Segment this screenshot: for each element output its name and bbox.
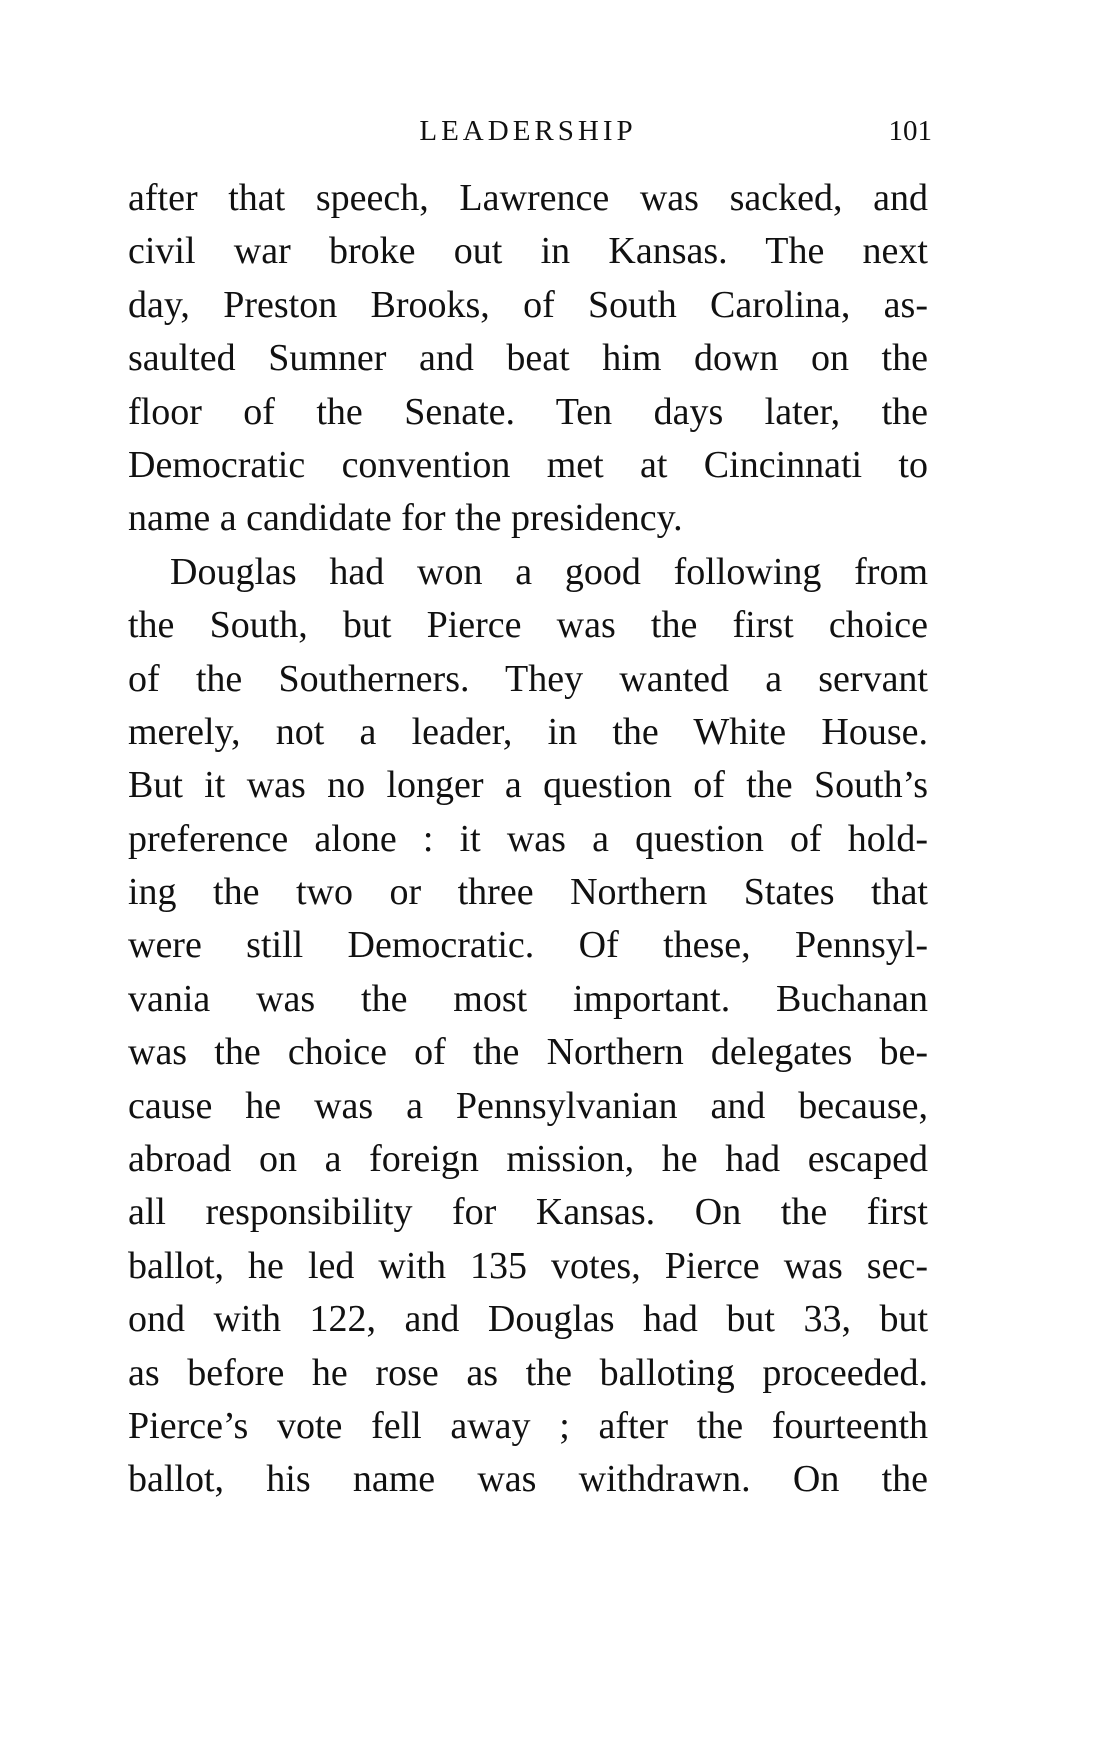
- text-line: after that speech, Lawrence was sacked, and: [128, 177, 928, 219]
- text-line: Democratic convention met at Cincinnati to: [128, 443, 928, 486]
- text-line: of the Southerners. They wanted a servant: [128, 657, 928, 700]
- text-line: name a candidate for the presidency.: [128, 497, 683, 540]
- running-head: [128, 106, 932, 156]
- text-line: saulted Sumner and beat him down on the: [128, 337, 928, 380]
- text-line: preference alone : it was a question of hold-: [128, 817, 928, 860]
- text-line: ing the two or three Northern States that: [128, 871, 928, 914]
- text-line: floor of the Senate. Ten days later, the: [128, 390, 928, 433]
- text-line: ballot, his name was withdrawn. On the: [128, 1458, 928, 1501]
- text-line: abroad on a foreign mission, he had escaped: [128, 1138, 928, 1181]
- text-line: the South, but Pierce was the first choice: [128, 604, 928, 647]
- text-line: merely, not a leader, in the White House.: [128, 710, 928, 753]
- text-line: day, Preston Brooks, of South Carolina, as-: [128, 283, 928, 326]
- text-line: civil war broke out in Kansas. The next: [128, 230, 928, 273]
- text-line: were still Democratic. Of these, Pennsyl-: [128, 924, 928, 967]
- text-line: But it was no longer a question of the South’s: [128, 764, 928, 807]
- text-line: vania was the most important. Buchanan: [128, 977, 928, 1020]
- text-line: all responsibility for Kansas. On the first: [128, 1191, 928, 1234]
- text-line: as before he rose as the balloting proceeded.: [128, 1351, 928, 1394]
- text-line: cause he was a Pennsylvanian and because,: [128, 1084, 928, 1127]
- paragraph-2: [128, 546, 928, 1507]
- text-line: ond with 122, and Douglas had but 33, but: [128, 1298, 928, 1341]
- text-line: ballot, he led with 135 votes, Pierce was sec-: [128, 1244, 928, 1287]
- running-title: LEADERSHIP: [419, 115, 637, 147]
- page-number: 101: [888, 115, 932, 147]
- text-line: was the choice of the Northern delegates be-: [128, 1031, 928, 1074]
- text-line: Douglas had won a good following from: [170, 550, 928, 593]
- text-line: Pierce’s vote fell away ; after the fourteenth: [128, 1404, 928, 1447]
- paragraph-1: [128, 172, 928, 546]
- body-text: [128, 172, 928, 1507]
